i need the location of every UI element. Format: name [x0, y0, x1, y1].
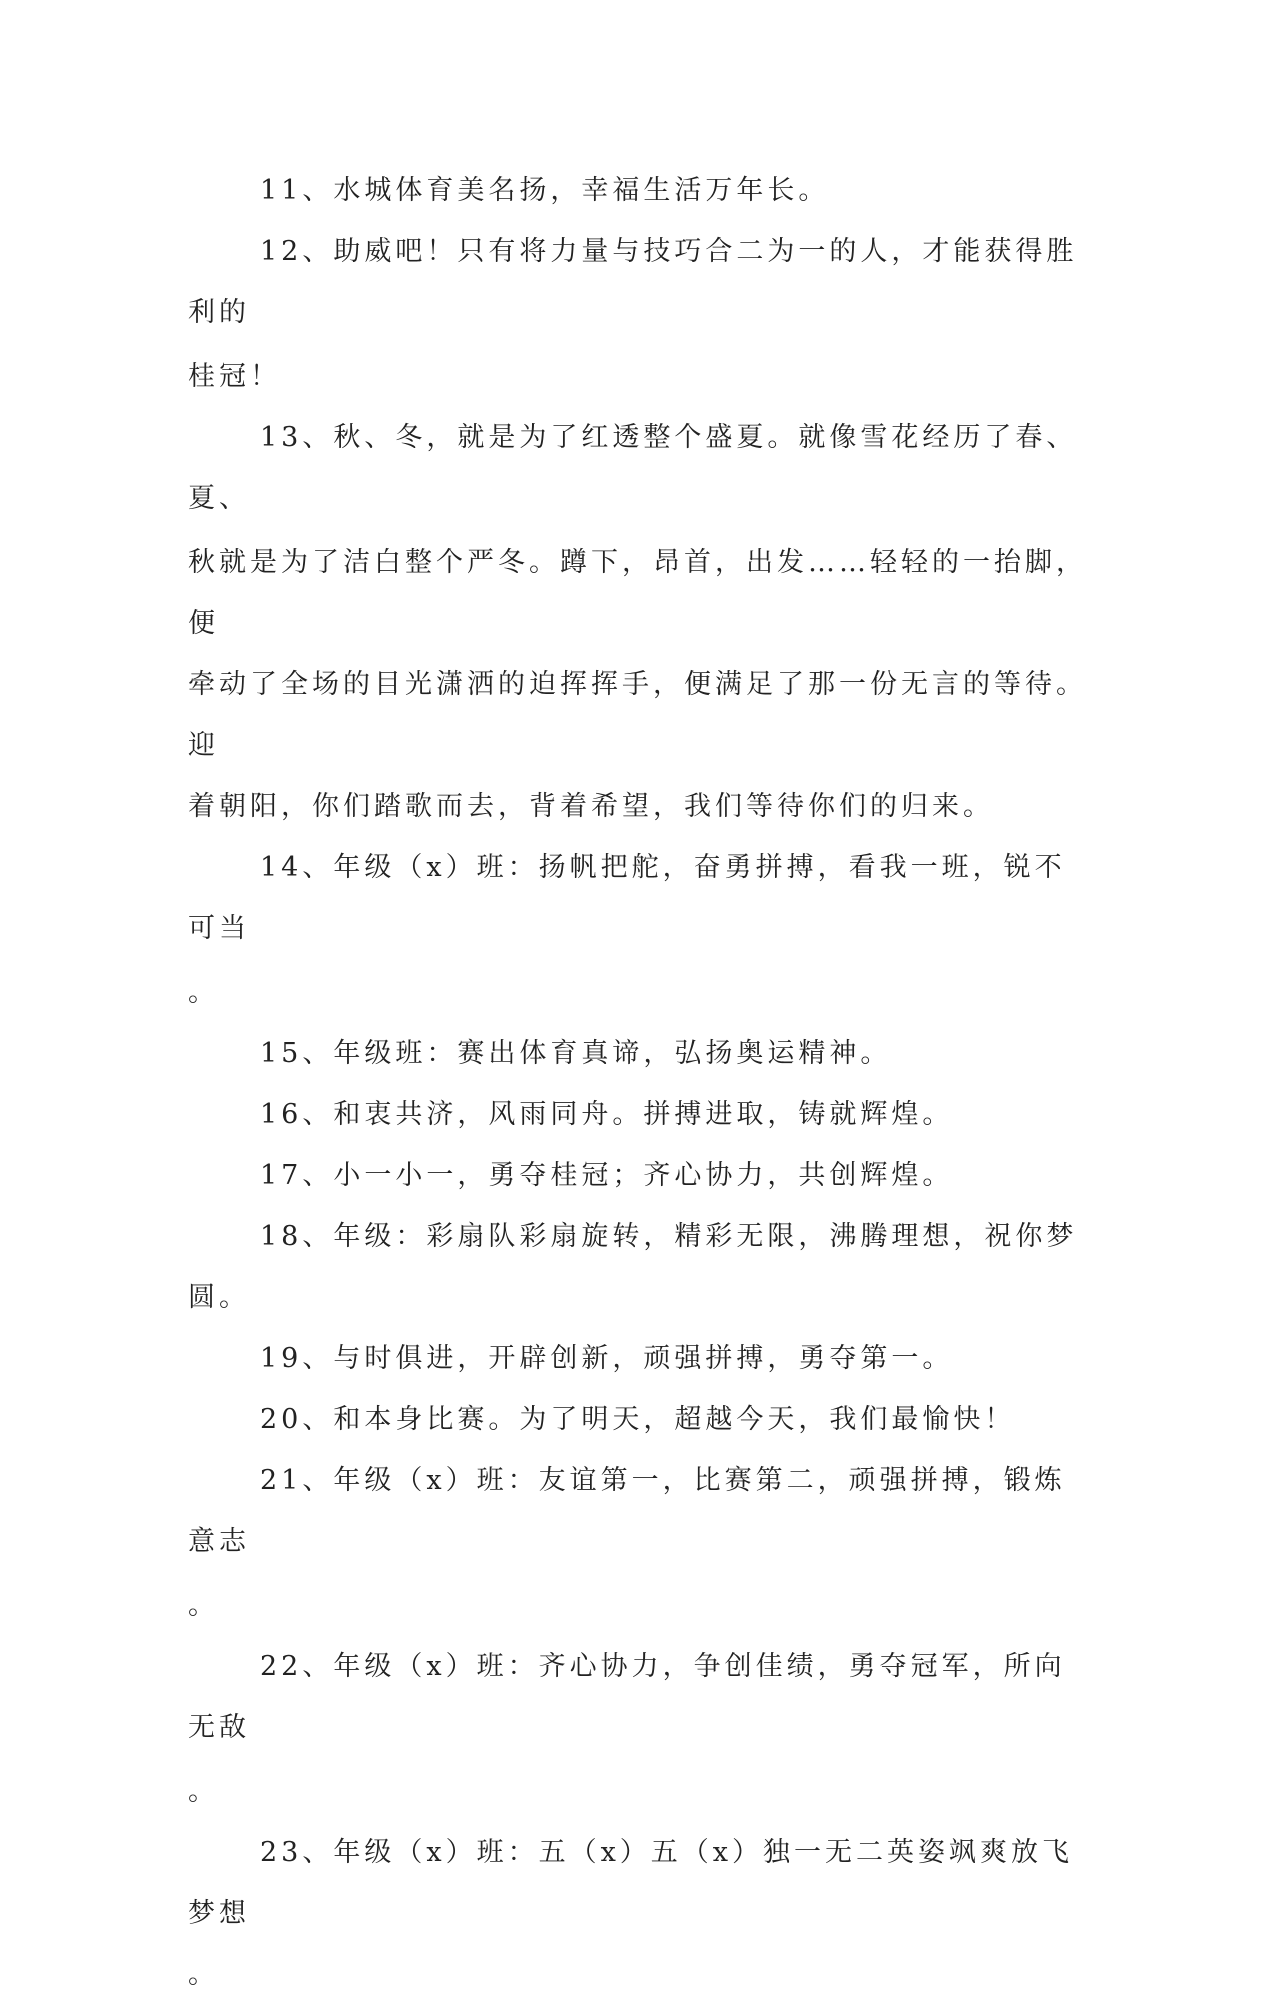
paragraph-line: 12、助威吧！只有将力量与技巧合二为一的人，才能获得胜利的: [188, 236, 1078, 328]
paragraph-line: 19、与时俱进，开辟创新，顽强拼搏，勇夺第一。: [260, 1343, 954, 1374]
paragraph-line: 20、和本身比赛。为了明天，超越今天，我们最愉快！: [260, 1404, 1016, 1435]
paragraph-line: 16、和衷共济，风雨同舟。拼搏进取，铸就辉煌。: [260, 1099, 954, 1130]
paragraph-continuation-line: 。: [188, 977, 219, 1008]
paragraph-line: 17、小一小一，勇夺桂冠；齐心协力，共创辉煌。: [260, 1160, 954, 1191]
paragraph-line: 18、年级：彩扇队彩扇旋转，精彩无限，沸腾理想，祝你梦圆。: [188, 1221, 1078, 1313]
paragraph-line: 22、年级（x）班：齐心协力，争创佳绩，勇夺冠军，所向无敌: [188, 1651, 1066, 1743]
paragraph-line: 13、秋、冬，就是为了红透整个盛夏。就像雪花经历了春、夏、: [188, 422, 1078, 514]
paragraph-continuation-line: 秋就是为了洁白整个严冬。蹲下，昂首，出发……轻轻的一抬脚，便: [188, 547, 1087, 639]
document-body: [188, 160, 1088, 2005]
paragraph-line: 15、年级班：赛出体育真谛，弘扬奥运精神。: [260, 1038, 892, 1069]
paragraph-line: 23、年级（x）班：五（x）五（x）独一无二英姿飒爽放飞梦想: [188, 1837, 1074, 1929]
paragraph-continuation-line: 着朝阳，你们踏歌而去，背着希望，我们等待你们的归来。: [188, 791, 994, 822]
paragraph-line: 11、水城体育美名扬，幸福生活万年长。: [260, 175, 830, 206]
paragraph-continuation-line: 。: [188, 1776, 219, 1807]
paragraph-continuation-line: 。: [188, 1590, 219, 1621]
paragraph-continuation-line: 桂冠！: [188, 361, 281, 392]
paragraph-line: 21、年级（x）班：友谊第一，比赛第二，顽强拼搏，锻炼意志: [188, 1465, 1066, 1557]
paragraph-line: 14、年级（x）班：扬帆把舵，奋勇拼搏，看我一班，锐不可当: [188, 852, 1066, 944]
paragraph-continuation-line: 牵动了全场的目光潇洒的迫挥挥手，便满足了那一份无言的等待。迎: [188, 669, 1087, 761]
paragraph-continuation-line: 。: [188, 1959, 219, 1990]
